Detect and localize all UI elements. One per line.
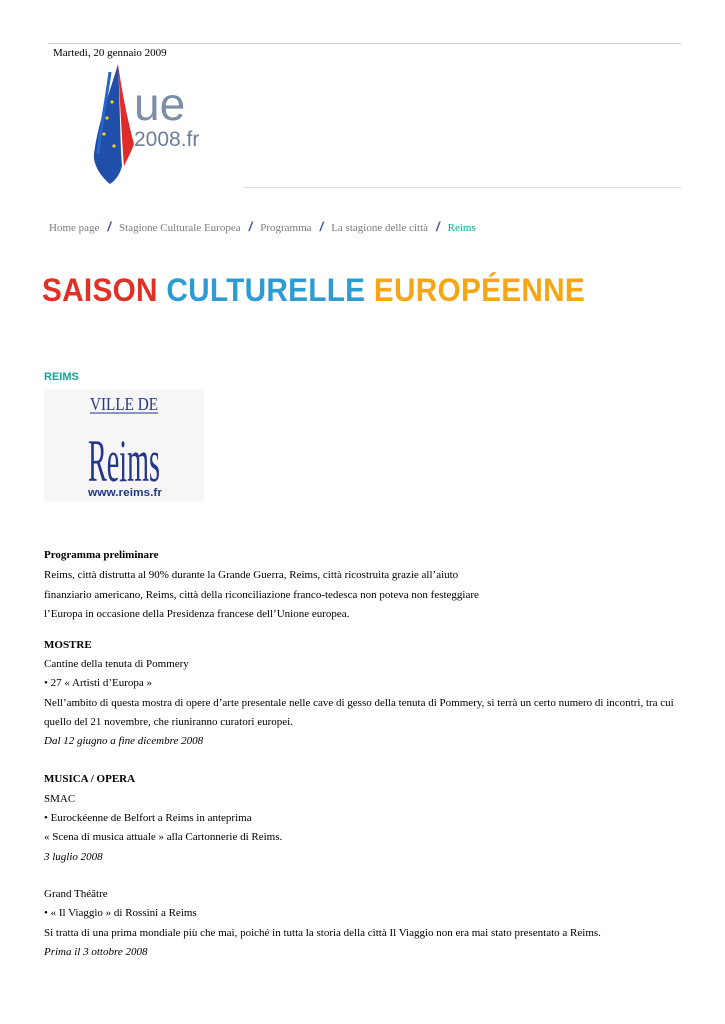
section-musica-title: MUSICA / OPERA: [44, 773, 136, 785]
flag-icon: [94, 64, 134, 184]
breadcrumb-programma[interactable]: Programma: [260, 222, 312, 234]
section-mostre-title: MOSTRE: [44, 639, 92, 651]
logo-ue-text: ue: [134, 78, 186, 130]
header-rule: [243, 187, 681, 188]
musica-desc: « Scena di musica attuale » alla Cartonnerie di Reims.: [44, 831, 283, 843]
ue2008-logo[interactable]: [90, 62, 210, 187]
breadcrumb-stagione-citta[interactable]: La stagione delle città: [331, 222, 429, 234]
breadcrumb-separator: /: [436, 219, 440, 234]
banner-word-culturelle: CULTURELLE: [166, 272, 366, 308]
article-heading: Programma preliminare: [44, 549, 159, 561]
banner-word-europeenne: EUROPÉENNE: [373, 272, 586, 308]
page-date: Martedì, 20 gennaio 2009: [53, 47, 167, 59]
mostre-desc: Nell’ambito di questa mostra di opere d’arte presentale nelle cave di gesso della tenuta di Pommery, si terrà un certo numero di incontri, tra cui: [44, 697, 674, 709]
mostre-event: • 27 « Artisti d’Europa »: [44, 677, 153, 689]
musica-date: 3 luglio 2008: [44, 851, 103, 863]
logo-site-text: 2008.fr: [134, 128, 200, 151]
breadcrumb-separator: /: [319, 219, 324, 234]
intro-line: finanziario americano, Reims, città della riconciliazione franco-tedesca non poteva non festeggiare: [44, 589, 479, 601]
breadcrumb: [49, 219, 476, 234]
mostre-date: Dal 12 giugno a fine dicembre 2008: [44, 735, 204, 747]
mostre-venue: Cantine della tenuta di Pommery: [44, 658, 189, 670]
logo-ville-de: VILLE DE: [90, 394, 158, 414]
breadcrumb-stagione[interactable]: Stagione Culturale Europea: [119, 222, 241, 234]
musica-venue: SMAC: [44, 793, 76, 805]
breadcrumb-separator: /: [107, 219, 112, 234]
intro-line: l’Europa in occasione della Presidenza francese dell’Unione europea.: [44, 608, 350, 620]
top-rule: [48, 43, 681, 44]
breadcrumb-current[interactable]: Reims: [447, 222, 476, 234]
breadcrumb-home[interactable]: Home page: [49, 222, 100, 234]
musica-event: • Eurockéenne de Belfort a Reims in anteprima: [44, 812, 252, 824]
banner-word-saison: SAISON: [42, 272, 158, 308]
logo-reims: Reims: [88, 428, 160, 494]
mostre-desc: quello del 21 novembre, che riuniranno curatori europei.: [44, 716, 293, 728]
saison-banner: [42, 272, 585, 309]
teatro-venue: Grand Théâtre: [44, 888, 108, 900]
teatro-event: • « Il Viaggio » di Rossini a Reims: [44, 907, 197, 919]
ville-de-reims-logo: [44, 389, 204, 501]
intro-line: Reims, città distrutta al 90% durante la Grande Guerra, Reims, città ricostruita grazie all’aiuto: [44, 569, 459, 581]
teatro-date: Prima il 3 ottobre 2008: [44, 946, 148, 958]
teatro-desc: Si tratta di una prima mondiale più che mai, poiché in tutta la storia della città Il Viaggio non era mai stato presentato a Reims.: [44, 927, 601, 939]
section-title: REIMS: [44, 371, 79, 383]
breadcrumb-separator: /: [248, 219, 253, 234]
logo-url: www.reims.fr: [86, 487, 163, 499]
